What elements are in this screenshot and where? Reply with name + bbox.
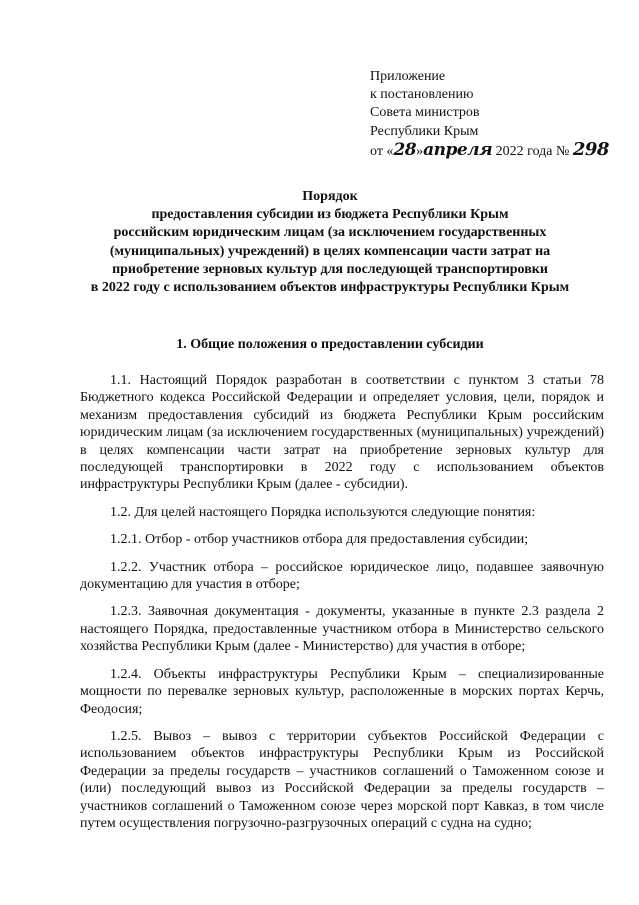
appendix-date-line: [370, 138, 609, 161]
section-heading: 1. Общие положения о предоставлении субсидии: [176, 337, 484, 352]
appendix-line-3: Совета министров: [370, 105, 480, 121]
date-mid: »: [416, 143, 424, 159]
paragraph-1-2-5: 1.2.5. Вывоз – вывоз с территории субъектов Российской Федерации с использованием объектов инфраструктуры Республики Крым из Российской Федерации за пределы государств – участников соглашений о Таможенном союзе и (или) последующий вывоз из Российской Федерации за пределы государств – участников соглашений о Таможенном союзе через морской порт Кавказ, в том числе путем осуществления погрузочно-разгрузочных операций с судна на судно;: [80, 728, 604, 831]
paragraph-1-2: 1.2. Для целей настоящего Порядка используются следующие понятия:: [110, 504, 536, 520]
date-prefix: от «: [370, 143, 394, 159]
appendix-line-2: к постановлению: [370, 87, 474, 103]
appendix-block: [370, 68, 609, 161]
appendix-line-1: Приложение: [370, 69, 446, 84]
title-line-5: приобретение зерновых культур для последующей транспортировки: [112, 261, 548, 277]
appendix-line-4: Республики Крым: [370, 123, 479, 139]
document-body: [80, 372, 604, 842]
title-line-4: (муниципальных) учреждений) в целях компенсации части затрат на: [109, 243, 551, 259]
title-line-6: в 2022 году с использованием объектов инфраструктуры Республики Крым: [90, 280, 570, 296]
document-title: [40, 188, 620, 297]
date-year: 2022 года №: [495, 143, 570, 159]
paragraph-1-2-1: 1.2.1. Отбор - отбор участников отбора для предоставления субсидии;: [110, 532, 529, 548]
handwritten-day: 28: [393, 139, 417, 160]
title-line-1: Порядок: [302, 189, 358, 204]
title-line-3: российским юридическим лицам (за исключением государственных: [113, 225, 547, 241]
paragraph-1-2-4: 1.2.4. Объекты инфраструктуры Республики Крым – специализированные мощности по перевалке зерновых культур, расположенные в морских портах Керчь, Феодосия;: [80, 666, 604, 717]
handwritten-month: апреля: [423, 139, 493, 160]
paragraph-1-2-2: 1.2.2. Участник отбора – российское юридическое лицо, подавшее заявочную документацию для участия в отборе;: [80, 559, 604, 593]
handwritten-number: 298: [572, 138, 609, 160]
paragraph-1-2-3: 1.2.3. Заявочная документация - документы, указанные в пункте 2.3 раздела 2 настоящего Порядка, предоставленные участником отбора в Министерство сельского хозяйства Республики Крым (далее - Министерство) для участия в отборе;: [80, 604, 604, 655]
paragraph-1-1: 1.1. Настоящий Порядок разработан в соответствии с пунктом 3 статьи 78 Бюджетного кодекса Российской Федерации и определяет условия, цели, порядок и механизм предоставления субсидий из бюджета Республики Крым российским юридическим лицам (за исключением государственных (муниципальных) учреждений) в целях компенсации части затрат на приобретение зерновых культур для последующей транспортировки в 2022 году с использованием объектов инфраструктуры Республики Крым (далее - субсидии).: [80, 373, 604, 493]
title-line-2: предоставления субсидии из бюджета Республики Крым: [151, 207, 509, 223]
